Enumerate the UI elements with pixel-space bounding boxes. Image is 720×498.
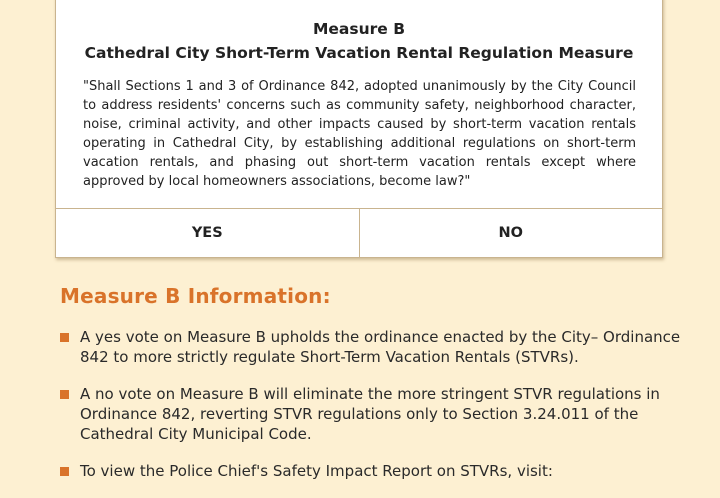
list-item [60, 384, 700, 444]
ballot-card [55, 0, 663, 258]
vote-yes-option[interactable]: YES [191, 225, 223, 241]
square-bullet-icon [60, 333, 69, 342]
info-list [60, 327, 700, 498]
list-item-text: A no vote on Measure B will eliminate the more stringent STVR regulations in Ordinance 842, reverting STVR regulations only to Section 3.24.011 of the Cathedral City Municipal Code. [80, 385, 660, 443]
list-item-text: To view the Police Chief's Safety Impact Report on STVRs, visit: [80, 462, 553, 480]
vote-options [56, 208, 662, 257]
ballot-title: Measure B [312, 20, 406, 38]
list-item [60, 461, 700, 481]
list-item-text: A yes vote on Measure B upholds the ordinance enacted by the City– Ordinance 842 to more strictly regulate Short-Term Vacation Rentals (STVRs). [80, 328, 681, 366]
ballot-subtitle: Cathedral City Short-Term Vacation Rental Regulation Measure [84, 44, 634, 62]
ballot-question: "Shall Sections 1 and 3 of Ordinance 842, adopted unanimously by the City Council to address residents' concerns such as community safety, neighborhood character, noise, criminal activity, and other impacts caused by short-term vacation rentals operating in Cathedral City, by establishing additional regulations on short-term vacation rentals, and phasing out short-term vacation rentals except where approved by local homeowners associations, become law?" [83, 79, 636, 189]
square-bullet-icon [60, 467, 69, 476]
vote-no-option[interactable]: NO [359, 209, 663, 257]
square-bullet-icon [60, 390, 69, 399]
info-heading: Measure B Information: [60, 284, 331, 308]
list-item [60, 327, 700, 367]
